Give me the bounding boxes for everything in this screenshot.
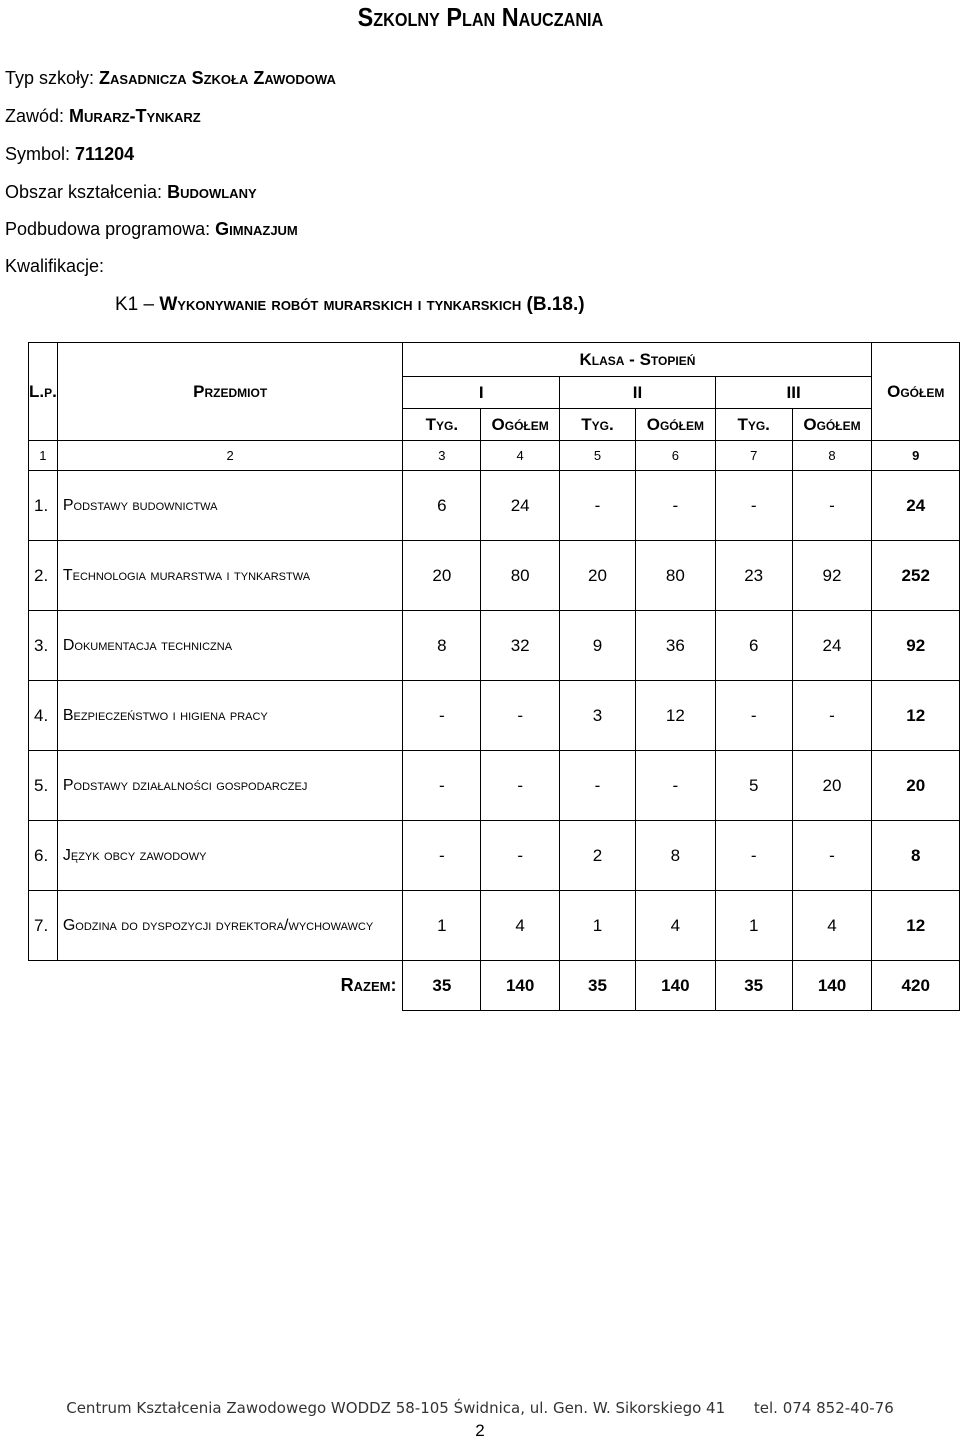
- row-lp: 5.: [29, 751, 58, 821]
- cell-class1-weekly: -: [403, 821, 481, 891]
- table-row: [29, 751, 960, 821]
- summary-class3-weekly: 35: [715, 961, 792, 1011]
- cell-class1-weekly: -: [403, 751, 481, 821]
- symbol-line: [5, 144, 134, 165]
- symbol-label: Symbol:: [5, 144, 71, 164]
- qualifications-label: Kwalifikacje:: [5, 256, 105, 276]
- school-type-line: [5, 68, 336, 89]
- profession-label: Zawód:: [5, 106, 65, 126]
- cell-class1-overall: 32: [481, 611, 560, 681]
- curriculum-table: [28, 342, 960, 1011]
- cell-class1-weekly: -: [403, 681, 481, 751]
- cell-total: 8: [872, 821, 960, 891]
- column-number: 9: [872, 441, 960, 471]
- qualification-value: Wykonywanie robót murarskich i tynkarskich (B.18.): [159, 294, 585, 315]
- column-number: 5: [560, 441, 636, 471]
- cell-class1-weekly: 6: [403, 471, 481, 541]
- symbol-value: 711204: [75, 144, 135, 164]
- summary-class3-overall: 140: [792, 961, 872, 1011]
- page-footer: [0, 1399, 960, 1417]
- table-row: [29, 611, 960, 681]
- column-number: 8: [792, 441, 872, 471]
- header-overall-1: Ogółem: [481, 409, 560, 441]
- table-row: [29, 821, 960, 891]
- cell-class3-weekly: 23: [715, 541, 792, 611]
- column-number: 2: [57, 441, 403, 471]
- cell-class1-overall: -: [481, 821, 560, 891]
- cell-class3-weekly: 6: [715, 611, 792, 681]
- cell-class1-weekly: 20: [403, 541, 481, 611]
- summary-row: [29, 961, 960, 1011]
- cell-class1-weekly: 8: [403, 611, 481, 681]
- header-lp: L.p.: [29, 343, 58, 441]
- header-weekly-2: Tyg.: [560, 409, 636, 441]
- base-label: Podbudowa programowa:: [5, 219, 211, 239]
- cell-class3-weekly: -: [715, 681, 792, 751]
- header-class-level: Klasa - Stopień: [403, 343, 872, 377]
- area-label: Obszar kształcenia:: [5, 182, 163, 202]
- cell-class3-weekly: -: [715, 471, 792, 541]
- column-number: 1: [29, 441, 58, 471]
- table-row: [29, 471, 960, 541]
- table-row: [29, 891, 960, 961]
- cell-total: 20: [872, 751, 960, 821]
- profession-line: [5, 106, 201, 127]
- cell-class2-weekly: 9: [560, 611, 636, 681]
- summary-spacer: [29, 961, 58, 1011]
- column-number-row: [29, 441, 960, 471]
- cell-class3-overall: 92: [792, 541, 872, 611]
- school-type-label: Typ szkoły:: [5, 68, 95, 88]
- cell-class1-overall: -: [481, 751, 560, 821]
- summary-class2-weekly: 35: [560, 961, 636, 1011]
- cell-class2-overall: 8: [635, 821, 715, 891]
- cell-class1-weekly: 1: [403, 891, 481, 961]
- table-row: [29, 681, 960, 751]
- cell-class2-weekly: 2: [560, 821, 636, 891]
- cell-class1-overall: -: [481, 681, 560, 751]
- row-subject: Podstawy działalności gospodarczej: [57, 751, 403, 821]
- cell-total: 92: [872, 611, 960, 681]
- cell-class2-overall: 4: [635, 891, 715, 961]
- profession-value: Murarz-Tynkarz: [69, 106, 201, 126]
- header-class-2: II: [560, 377, 716, 409]
- cell-class3-overall: -: [792, 471, 872, 541]
- area-line: [5, 182, 257, 203]
- cell-class3-weekly: 5: [715, 751, 792, 821]
- column-number: 7: [715, 441, 792, 471]
- cell-class2-weekly: -: [560, 751, 636, 821]
- cell-class3-weekly: -: [715, 821, 792, 891]
- cell-class2-weekly: 3: [560, 681, 636, 751]
- header-overall-3: Ogółem: [792, 409, 872, 441]
- summary-class1-weekly: 35: [403, 961, 481, 1011]
- cell-class3-overall: 4: [792, 891, 872, 961]
- qualification-code: K1 –: [115, 294, 155, 315]
- qualification-k1: [115, 294, 585, 316]
- cell-class3-overall: -: [792, 681, 872, 751]
- header-class-3: III: [715, 377, 872, 409]
- cell-class3-weekly: 1: [715, 891, 792, 961]
- row-lp: 3.: [29, 611, 58, 681]
- row-lp: 7.: [29, 891, 58, 961]
- footer-phone: tel. 074 852-40-76: [753, 1399, 894, 1417]
- cell-class1-overall: 24: [481, 471, 560, 541]
- row-subject: Język obcy zawodowy: [57, 821, 403, 891]
- column-number: 3: [403, 441, 481, 471]
- cell-class2-overall: 12: [635, 681, 715, 751]
- page-number: 2: [475, 1421, 485, 1440]
- cell-class2-weekly: -: [560, 471, 636, 541]
- cell-class2-overall: 80: [635, 541, 715, 611]
- cell-class2-overall: -: [635, 471, 715, 541]
- cell-class2-weekly: 20: [560, 541, 636, 611]
- column-number: 4: [481, 441, 560, 471]
- header-total: Ogółem: [872, 343, 960, 441]
- cell-class3-overall: -: [792, 821, 872, 891]
- column-number: 6: [635, 441, 715, 471]
- cell-class1-overall: 4: [481, 891, 560, 961]
- row-subject: Godzina do dyspozycji dyrektora/wychowawcy: [57, 891, 403, 961]
- row-lp: 4.: [29, 681, 58, 751]
- row-subject: Podstawy budownictwa: [57, 471, 403, 541]
- row-lp: 2.: [29, 541, 58, 611]
- header-weekly-3: Tyg.: [715, 409, 792, 441]
- cell-total: 12: [872, 681, 960, 751]
- base-line: [5, 219, 298, 240]
- title-text: Szkolny Plan Nauczania: [357, 2, 603, 32]
- footer-institution: Centrum Kształcenia Zawodowego WODDZ 58-105 Świdnica, ul. Gen. W. Sikorskiego 41: [66, 1399, 726, 1417]
- row-lp: 1.: [29, 471, 58, 541]
- header-subject: Przedmiot: [57, 343, 403, 441]
- cell-total: 12: [872, 891, 960, 961]
- summary-label: Razem:: [340, 975, 397, 996]
- cell-class3-overall: 20: [792, 751, 872, 821]
- row-subject: Dokumentacja techniczna: [57, 611, 403, 681]
- cell-class2-overall: 36: [635, 611, 715, 681]
- row-subject: Technologia murarstwa i tynkarstwa: [57, 541, 403, 611]
- qualifications-line: [5, 256, 104, 277]
- cell-total: 252: [872, 541, 960, 611]
- header-overall-2: Ogółem: [635, 409, 715, 441]
- cell-class3-overall: 24: [792, 611, 872, 681]
- cell-class1-overall: 80: [481, 541, 560, 611]
- header-class-1: I: [403, 377, 560, 409]
- base-value: Gimnazjum: [215, 219, 298, 239]
- table-row: [29, 541, 960, 611]
- cell-class2-overall: -: [635, 751, 715, 821]
- row-subject: Bezpieczeństwo i higiena pracy: [57, 681, 403, 751]
- school-type-value: Zasadnicza Szkoła Zawodowa: [99, 68, 336, 88]
- summary-class2-overall: 140: [635, 961, 715, 1011]
- row-lp: 6.: [29, 821, 58, 891]
- cell-total: 24: [872, 471, 960, 541]
- summary-class1-overall: 140: [481, 961, 560, 1011]
- area-value: Budowlany: [167, 182, 257, 202]
- header-weekly-1: Tyg.: [403, 409, 481, 441]
- summary-total: 420: [872, 961, 960, 1011]
- page-title: [0, 0, 960, 31]
- cell-class2-weekly: 1: [560, 891, 636, 961]
